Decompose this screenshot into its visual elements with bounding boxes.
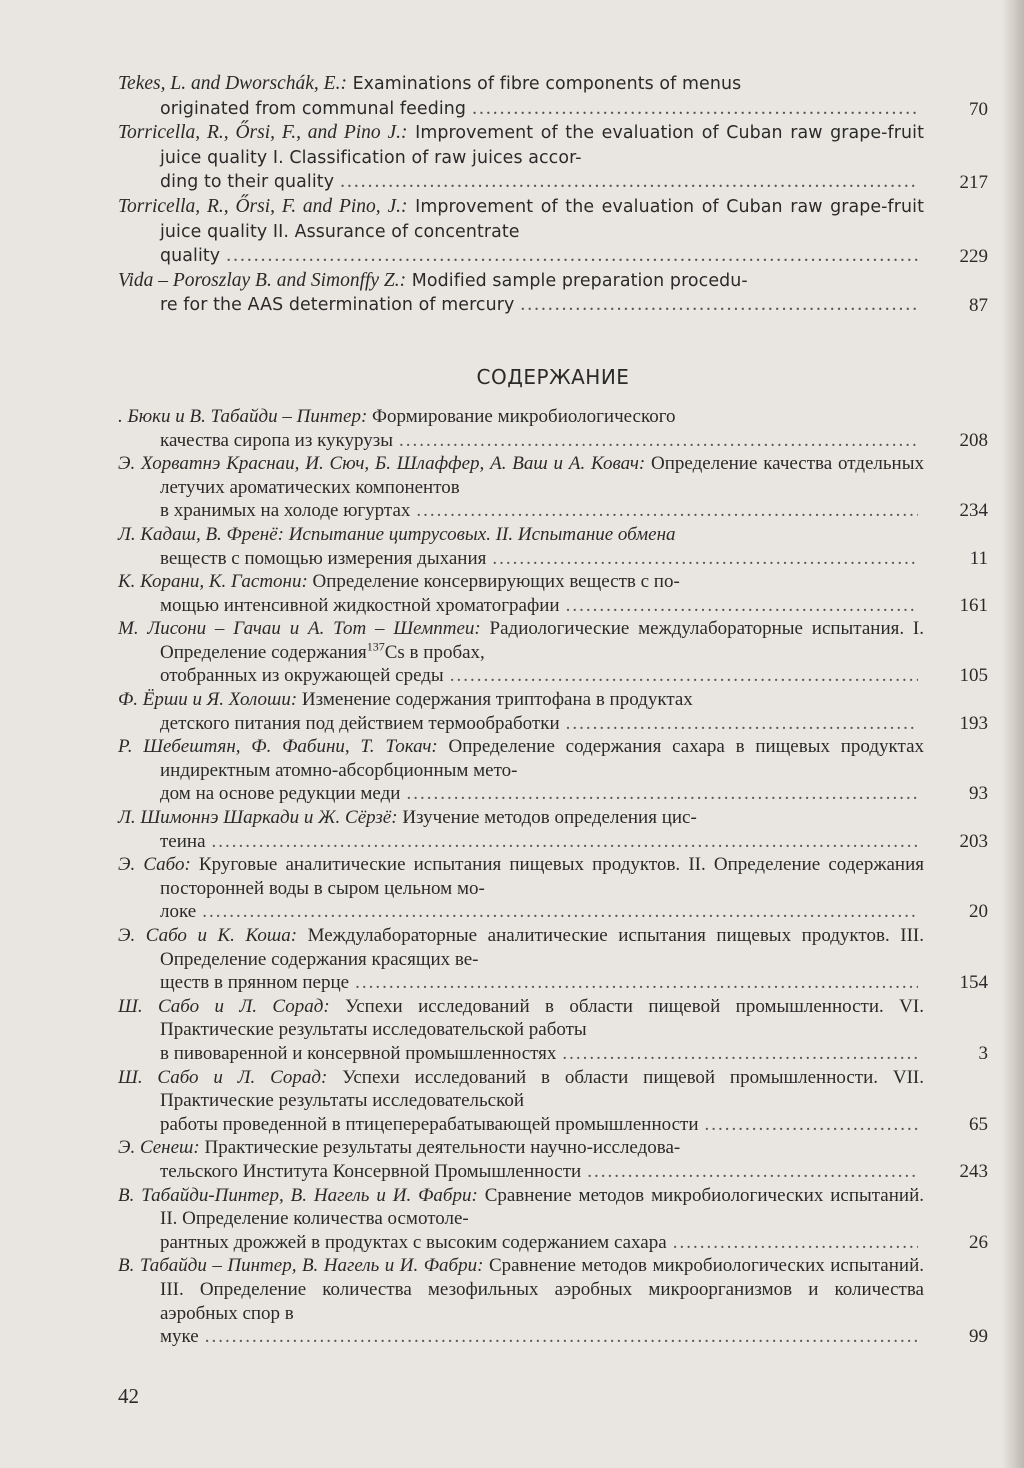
russian-contents-section: [118, 405, 988, 1349]
dot-leader: [472, 97, 918, 121]
toc-entry: [118, 1136, 988, 1183]
toc-entry-title: Успехи исследований в области пищевой промышленности. VII. Практические результаты исследовательской: [160, 1066, 924, 1112]
toc-entry-authors: Torricella, R., Őrsi, F. and Pino, J.:: [118, 195, 408, 217]
toc-entry-title-end: re for the AAS determination of mercury: [160, 295, 515, 316]
toc-entry-body: [118, 523, 924, 547]
toc-entry-authors: Р. Шебештян, Ф. Фабини, Т. Токач:: [118, 736, 438, 758]
toc-entry-page-number: 65: [969, 1113, 988, 1135]
toc-entry-title-end: в пивоваренной и консервной промышленностях: [160, 1042, 557, 1064]
toc-entry-authors: . Бюки и В. Табайди – Пинтер:: [118, 405, 368, 427]
toc-entry-title-end: ding to their quality: [160, 172, 335, 193]
toc-entry-title: Формирование микробиологического: [367, 405, 676, 427]
toc-entry-last-line: [160, 971, 924, 995]
toc-entry: [118, 1184, 988, 1255]
toc-entry-last-line: [160, 1042, 924, 1066]
toc-entry-body: [118, 688, 924, 712]
toc-entry-page-number: 203: [959, 830, 988, 852]
toc-entry-last-line: [160, 1325, 924, 1349]
toc-entry-last-line: [160, 594, 924, 618]
toc-entry-title-end: работы проведенной в птицеперерабатывающей промышленности: [160, 1113, 699, 1135]
toc-entry-authors: Э. Сенеш:: [118, 1137, 200, 1159]
toc-entry-authors: В. Табайди – Пинтер, В. Нагель и И. Фабри:: [118, 1255, 484, 1277]
dot-leader: [212, 830, 918, 854]
toc-entry-title-end: качества сиропа из кукурузы: [160, 429, 394, 451]
toc-entry: [118, 269, 988, 318]
toc-entry-title: Improvement of the evaluation of Cuban raw grape-fruit juice quality II. Assurance of concentrate: [160, 196, 925, 242]
toc-entry-authors: К. Корани, К. Гастони:: [118, 571, 308, 593]
toc-entry-body: [118, 1184, 924, 1231]
toc-entry-page-number: 234: [959, 500, 988, 522]
toc-entry-page-number: 20: [969, 901, 988, 923]
toc-entry-title-end: мощью интенсивной жидкостной хроматографии: [160, 594, 560, 616]
toc-entry-last-line: [160, 1231, 924, 1255]
toc-entry-body: [118, 853, 924, 900]
toc-entry-title: Сравнение методов микробиологических испытаний. III. Определение количества мезофильных аэробных микроорганизмов и количества аэробных спор в: [160, 1255, 924, 1324]
toc-entry-last-line: [160, 244, 924, 269]
toc-entry-last-line: [160, 664, 924, 688]
toc-entry-last-line: [160, 830, 924, 854]
toc-entry-title: Междулабораторные аналитические испытания пищевых продуктов. III. Определение содержания красящих ве-: [160, 925, 924, 970]
toc-entry-body: [118, 570, 924, 594]
dot-leader: [520, 293, 918, 317]
toc-entry-page-number: 70: [969, 98, 988, 120]
toc-entry-title-end: originated from communal feeding: [160, 98, 467, 119]
toc-entry-last-line: [160, 547, 924, 571]
toc-entry-page-number: 105: [959, 665, 988, 687]
toc-entry: [118, 1066, 988, 1137]
toc-entry-authors: М. Лисони – Гачаи и А. Тот – Шемптеи:: [118, 618, 481, 640]
toc-entry-title: Изучение методов определения цис-: [397, 807, 697, 829]
toc-entry-authors: Tekes, L. and Dworschák, E.:: [118, 73, 347, 94]
toc-entry-title: Практические результаты деятельности научно-исследова-: [199, 1137, 681, 1159]
toc-entry: [118, 570, 988, 617]
toc-entry-authors: Л. Шимоннэ Шаркади и Ж. Сёрзё:: [118, 807, 398, 829]
book-spine-shadow: [1002, 0, 1024, 1468]
toc-entry-title-end: ществ в прянном перце: [160, 972, 350, 994]
toc-entry: [118, 853, 988, 924]
toc-entry-last-line: [160, 1160, 924, 1184]
toc-entry-last-line: [160, 499, 924, 523]
toc-entry-title: Изменение содержания триптофана в продуктах: [297, 689, 693, 711]
dot-leader: [202, 900, 918, 924]
toc-entry-authors: Torricella, R., Őrsi, F., and Pino J.:: [118, 122, 408, 144]
toc-entry-page-number: 26: [969, 1231, 988, 1253]
toc-entry: [118, 195, 988, 269]
toc-entry-last-line: [160, 1113, 924, 1137]
dot-leader: [705, 1113, 918, 1137]
toc-entry-title-end: теина: [160, 830, 206, 852]
dot-leader: [355, 971, 918, 995]
toc-entry-title: Определение качества отдельных летучих ароматических компонентов: [160, 453, 924, 498]
toc-entry-page-number: 87: [969, 295, 988, 317]
dot-leader: [399, 429, 918, 453]
toc-entry-last-line: [160, 429, 924, 453]
toc-entry-body: [118, 405, 924, 429]
toc-entry-title-end: в хранимых на холоде югуртах: [160, 500, 411, 522]
toc-entry-title: Успехи исследований в области пищевой промышленности. VI. Практические результаты исследовательской работы: [160, 995, 924, 1041]
page-number-folio: 42: [118, 1384, 139, 1408]
dot-leader: [406, 782, 918, 806]
toc-entry-body: [118, 72, 924, 97]
toc-entry-page-number: 11: [969, 547, 988, 569]
toc-entry-page-number: 3: [978, 1042, 988, 1064]
toc-entry: [118, 688, 988, 735]
dot-leader: [226, 244, 918, 268]
toc-entry: [118, 523, 988, 570]
toc-entry-authors: Э. Сабо:: [118, 854, 191, 876]
toc-entry-page-number: 99: [969, 1326, 988, 1348]
toc-entry-title-end: тельского Института Консервной Промышленности: [160, 1160, 582, 1182]
toc-entry-last-line: [160, 782, 924, 806]
toc-entry: [118, 924, 988, 995]
toc-entry-body: [118, 806, 924, 830]
toc-entry-title: Modified sample preparation procedu-: [406, 270, 748, 291]
toc-entry: [118, 452, 988, 523]
toc-entry-page-number: 154: [959, 972, 988, 994]
dot-leader: [416, 499, 918, 523]
toc-entry-page-number: 243: [959, 1160, 988, 1182]
toc-entry-last-line: [160, 712, 924, 736]
toc-entry-body: [118, 735, 924, 782]
toc-entry-last-line: [160, 900, 924, 924]
toc-entry-last-line: [160, 293, 924, 318]
toc-entry-authors: Э. Хорватнэ Краснаи, И. Сюч, Б. Шлаффер, А. Ваш и А. Ковач:: [118, 453, 646, 475]
contents-list: [118, 72, 988, 1349]
toc-entry-page-number: 208: [959, 429, 988, 451]
dot-leader: [673, 1231, 918, 1255]
toc-entry-body: [118, 617, 924, 664]
toc-entry: [118, 806, 988, 853]
dot-leader: [492, 547, 918, 571]
toc-entry-authors: Ш. Сабо и Л. Сорад:: [118, 1066, 328, 1088]
toc-entry-last-line: [160, 170, 924, 195]
toc-entry-title: Определение консервирующих веществ с по-: [307, 571, 680, 593]
toc-entry-body: [118, 1254, 924, 1325]
toc-entry-body: [118, 924, 924, 971]
russian-contents-heading: СОДЕРЖАНИЕ: [476, 364, 630, 389]
toc-entry-title: Сравнение методов микробиологических испытаний. II. Определение количества осмотоле-: [160, 1184, 924, 1230]
english-contents-section: [118, 72, 988, 318]
toc-entry-page-number: 193: [959, 712, 988, 734]
toc-entry-title-end: детского питания под действием термообработки: [160, 712, 560, 734]
toc-entry-authors: Э. Сабо и К. Коша:: [118, 925, 298, 946]
dot-leader: [450, 664, 918, 688]
toc-entry-title-end: веществ с помощью измерения дыхания: [160, 547, 487, 569]
dot-leader: [566, 712, 918, 736]
toc-entry-page-number: 229: [959, 246, 988, 268]
toc-entry: [118, 121, 988, 195]
toc-entry-title: Круговые аналитические испытания пищевых продуктов. II. Определение содержания посторонней воды в сыром цельном мо-: [160, 854, 924, 899]
toc-entry-title-end: quality: [160, 246, 221, 267]
toc-entry-page-number: 93: [969, 783, 988, 805]
toc-entry-body: [118, 195, 925, 244]
toc-entry-title: Improvement of the evaluation of Cuban raw grape-fruit juice quality I. Classification of raw juices accor-: [160, 123, 925, 168]
toc-entry-title-end: отобранных из окружающей среды: [160, 665, 444, 687]
toc-entry-body: [118, 1066, 924, 1113]
toc-entry-authors: Ф. Ёрши и Я. Холоши:: [118, 689, 298, 711]
toc-entry-body: [118, 1136, 924, 1160]
toc-entry-authors: Л. Кадаш, В. Френё: Испытание цитрусовых. II. Испытание обмена: [118, 523, 676, 545]
dot-leader: [587, 1160, 918, 1184]
toc-entry: [118, 617, 988, 688]
toc-entry-title-end: локе: [160, 901, 197, 923]
toc-entry-title: Определение содержания сахара в пищевых продуктах индиректным атомно-абсорбционным мето-: [160, 736, 924, 781]
toc-entry-last-line: [160, 97, 924, 122]
toc-entry-authors: Vida – Poroszlay B. and Simonffy Z.:: [118, 269, 407, 291]
toc-entry-page-number: 217: [959, 172, 988, 194]
toc-entry-title-end: рантных дрожжей в продуктах с высоким содержанием сахара: [160, 1231, 667, 1253]
toc-entry-authors: Ш. Сабо и Л. Сорад:: [118, 995, 330, 1017]
toc-entry-title-end: муке: [160, 1326, 199, 1348]
toc-entry-title: Examinations of fibre components of menus: [346, 74, 742, 94]
toc-entry-authors: В. Табайди-Пинтер, В. Нагель и И. Фабри:: [118, 1184, 478, 1206]
toc-entry-body: [118, 269, 924, 294]
toc-entry-page-number: 161: [959, 594, 988, 616]
toc-entry-body: [118, 121, 925, 170]
toc-entry-title-end: дом на основе редукции меди: [160, 783, 401, 805]
dot-leader: [340, 170, 918, 194]
toc-entry: [118, 735, 988, 806]
dot-leader: [562, 1042, 918, 1066]
toc-entry-body: [118, 452, 924, 499]
toc-entry-title: Радиологические междулабораторные испытания. I. Определение содержания: [160, 618, 924, 663]
toc-entry: [118, 995, 988, 1066]
dot-leader: [566, 594, 918, 618]
toc-entry: [118, 72, 988, 121]
toc-entry-title-cont: Cs в пробах,: [384, 641, 485, 663]
isotope-mass-number: 137: [366, 639, 385, 654]
toc-entry: [118, 1254, 988, 1348]
toc-entry: [118, 405, 988, 452]
toc-entry-body: [118, 995, 924, 1042]
dot-leader: [205, 1325, 918, 1349]
